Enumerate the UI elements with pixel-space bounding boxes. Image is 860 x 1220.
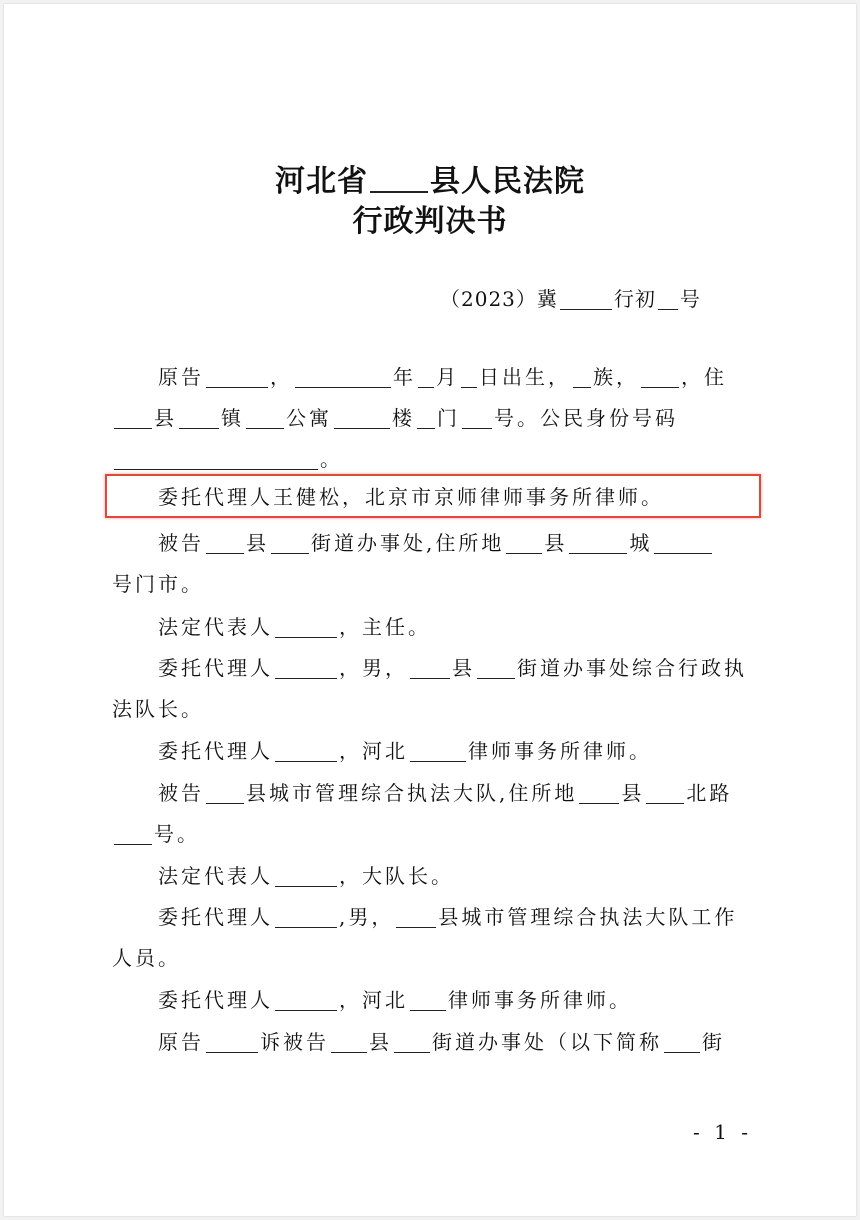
defendant2-line-1: 被告 县城市管理综合执法大队,住所地 县 北路 bbox=[158, 781, 733, 805]
defendant2-agent1-line-2: 人员。 bbox=[112, 946, 181, 970]
document-type-title: 行政判决书 bbox=[352, 204, 508, 239]
defendant1-legal-rep: 法定代表人 ，主任。 bbox=[158, 615, 431, 639]
highlight-box bbox=[105, 474, 761, 518]
defendant1-agent1-line-2: 法队长。 bbox=[112, 697, 204, 721]
defendant2-line-2: 号。 bbox=[112, 819, 752, 849]
case-number: （2023）冀 行初 号 bbox=[440, 287, 701, 311]
defendant2-legal-rep: 法定代表人 ，大队长。 bbox=[158, 864, 454, 888]
defendant1-line-1: 被告 县 街道办事处,住所地 县 城 bbox=[158, 528, 798, 558]
defendant1-agent2: 委托代理人 ，河北 律师事务所律师。 bbox=[158, 739, 652, 763]
defendant1-agent1-line-1: 委托代理人 ，男， 县 街道办事处综合行政执 bbox=[158, 656, 747, 680]
case-summary-line: 原告 诉被告 县 街道办事处（以下简称 街 bbox=[158, 1030, 725, 1054]
defendant1-line-2: 号门市。 bbox=[112, 572, 204, 596]
plaintiff-line-1: 原告 ， 年 月 日出生， 族， ，住 bbox=[158, 365, 727, 389]
defendant2-agent2: 委托代理人 ，河北 律师事务所律师。 bbox=[158, 988, 632, 1012]
page-number: - 1 - bbox=[693, 1120, 752, 1144]
plaintiff-line-2: 县 镇 公寓 楼 门 号。公民身份号码 bbox=[112, 403, 752, 433]
plaintiff-line-3: 。 bbox=[112, 444, 752, 474]
defendant2-agent1-line-1: 委托代理人 ,男， 县城市管理综合执法大队工作 bbox=[158, 905, 738, 929]
plaintiff-agent-line: 委托代理人王健松，北京市京师律师事务所律师。 bbox=[158, 485, 664, 509]
court-title: 河北省 县人民法院 bbox=[275, 164, 585, 199]
